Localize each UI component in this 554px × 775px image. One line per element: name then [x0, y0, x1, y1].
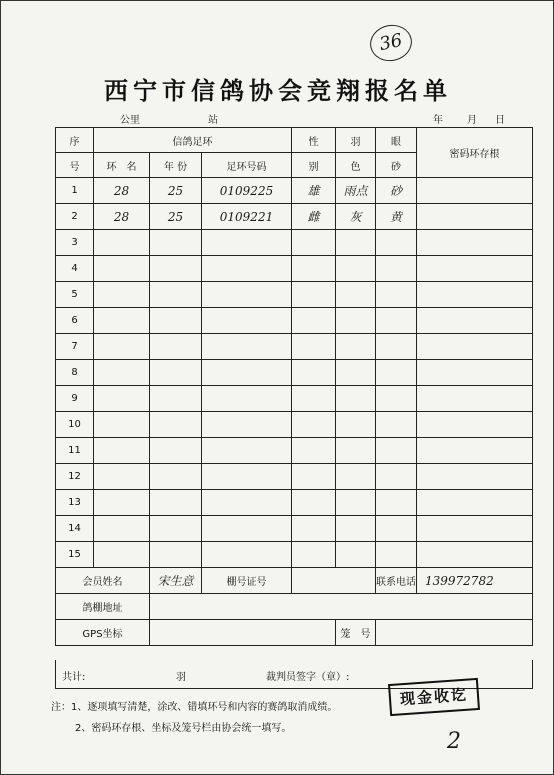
ring-number-cell[interactable] — [202, 360, 292, 386]
cash-received-stamp: 现金收讫 — [388, 678, 480, 716]
header-ring-group: 信鸽足环 — [94, 128, 292, 153]
year-cell[interactable] — [150, 360, 202, 386]
password-ring-stub-cell[interactable] — [417, 204, 533, 230]
member-row — [56, 568, 533, 594]
ring-name-cell[interactable] — [94, 360, 150, 386]
year-cell[interactable] — [150, 256, 202, 282]
ring-name-cell[interactable] — [94, 308, 150, 334]
row-number: 1 — [56, 178, 94, 204]
header-eye-top: 眼 — [376, 128, 417, 153]
header-ring-name: 环 名 — [94, 153, 150, 178]
cage-no-value[interactable] — [376, 620, 533, 646]
sex-cell[interactable] — [292, 516, 336, 542]
eye-sand-cell[interactable] — [376, 464, 417, 490]
row-number: 10 — [56, 412, 94, 438]
referee-signature-label: 裁判员签字（章）: — [266, 672, 350, 683]
ring-name-cell[interactable] — [94, 334, 150, 360]
table-row — [56, 438, 533, 464]
table-row — [56, 282, 533, 308]
ring-number-cell[interactable] — [202, 256, 292, 282]
feather-color-cell[interactable] — [336, 516, 376, 542]
sex-cell[interactable] — [292, 334, 336, 360]
row-number: 13 — [56, 490, 94, 516]
password-ring-stub-cell[interactable] — [417, 282, 533, 308]
header-sex-bottom: 别 — [292, 153, 336, 178]
sex-cell[interactable] — [292, 386, 336, 412]
feather-color-cell[interactable]: 灰 — [336, 204, 376, 230]
day-label: 日 — [495, 115, 505, 126]
ring-name-cell[interactable] — [94, 256, 150, 282]
loft-cert-value[interactable] — [292, 568, 376, 594]
feather-color-cell[interactable] — [336, 490, 376, 516]
year-cell[interactable] — [150, 334, 202, 360]
gps-value[interactable] — [150, 620, 336, 646]
year-cell[interactable] — [150, 464, 202, 490]
table-row — [56, 412, 533, 438]
password-ring-stub-cell[interactable] — [417, 412, 533, 438]
header-sex-top: 性 — [292, 128, 336, 153]
ring-name-cell[interactable]: 28 — [94, 204, 150, 230]
sex-cell[interactable] — [292, 438, 336, 464]
ring-number-cell[interactable] — [202, 230, 292, 256]
ring-number-cell[interactable]: 0109221 — [202, 204, 292, 230]
eye-sand-cell[interactable] — [376, 230, 417, 256]
table-row — [56, 178, 533, 204]
eye-sand-cell[interactable] — [376, 282, 417, 308]
sex-cell[interactable] — [292, 412, 336, 438]
year-cell[interactable]: 25 — [150, 204, 202, 230]
password-ring-stub-cell[interactable] — [417, 438, 533, 464]
ring-name-cell[interactable] — [94, 490, 150, 516]
row-number: 2 — [56, 204, 94, 230]
ring-name-cell[interactable] — [94, 464, 150, 490]
sex-cell[interactable] — [292, 490, 336, 516]
feather-color-cell[interactable] — [336, 256, 376, 282]
table-row — [56, 230, 533, 256]
header-seq-bottom: 号 — [56, 153, 94, 178]
table-row — [56, 386, 533, 412]
row-number: 7 — [56, 334, 94, 360]
row-number: 9 — [56, 386, 94, 412]
row-number: 15 — [56, 542, 94, 568]
row-number: 12 — [56, 464, 94, 490]
sex-cell[interactable] — [292, 360, 336, 386]
year-cell[interactable] — [150, 438, 202, 464]
sex-cell[interactable]: 雄 — [292, 178, 336, 204]
eye-sand-cell[interactable] — [376, 386, 417, 412]
sex-cell[interactable] — [292, 464, 336, 490]
password-ring-stub-cell[interactable] — [417, 178, 533, 204]
password-ring-stub-cell[interactable] — [417, 256, 533, 282]
registration-table — [55, 127, 533, 646]
total-feather-unit: 羽 — [176, 672, 186, 683]
ring-name-cell[interactable]: 28 — [94, 178, 150, 204]
ring-name-cell[interactable] — [94, 282, 150, 308]
ring-number-cell[interactable] — [202, 386, 292, 412]
ring-number-cell[interactable] — [202, 438, 292, 464]
distance-label: 公里 — [120, 115, 140, 126]
eye-sand-cell[interactable] — [376, 412, 417, 438]
cage-no-label: 笼 号 — [336, 620, 376, 646]
ring-name-cell[interactable] — [94, 230, 150, 256]
total-label: 共计: — [62, 672, 86, 683]
header-stub: 密码环存根 — [417, 128, 533, 178]
ring-number-cell[interactable] — [202, 308, 292, 334]
handwritten-page-number: 2 — [447, 729, 461, 754]
password-ring-stub-cell[interactable] — [417, 490, 533, 516]
header-eye-bottom: 砂 — [376, 153, 417, 178]
year-cell[interactable] — [150, 542, 202, 568]
gps-label: GPS坐标 — [56, 620, 150, 646]
loft-address-row — [56, 594, 533, 620]
sex-cell[interactable] — [292, 308, 336, 334]
feather-color-cell[interactable] — [336, 542, 376, 568]
row-number: 6 — [56, 308, 94, 334]
loft-cert-label: 棚号证号 — [202, 568, 292, 594]
table-row — [56, 490, 533, 516]
feather-color-cell[interactable]: 雨点 — [336, 178, 376, 204]
password-ring-stub-cell[interactable] — [417, 516, 533, 542]
password-ring-stub-cell[interactable] — [417, 386, 533, 412]
table-row — [56, 516, 533, 542]
year-cell[interactable] — [150, 230, 202, 256]
eye-sand-cell[interactable] — [376, 490, 417, 516]
year-cell[interactable]: 25 — [150, 178, 202, 204]
table-row — [56, 464, 533, 490]
ring-name-cell[interactable] — [94, 386, 150, 412]
ring-name-cell[interactable] — [94, 516, 150, 542]
header-feather-top: 羽 — [336, 128, 376, 153]
form-title: 西宁市信鸽协会竞翔报名单 — [104, 76, 452, 105]
header-seq-top: 序 — [56, 128, 94, 153]
month-label: 月 — [467, 115, 477, 126]
row-number: 11 — [56, 438, 94, 464]
ring-number-cell[interactable]: 0109225 — [202, 178, 292, 204]
ring-number-cell[interactable] — [202, 282, 292, 308]
password-ring-stub-cell[interactable] — [417, 334, 533, 360]
password-ring-stub-cell[interactable] — [417, 464, 533, 490]
loft-address-value[interactable] — [150, 594, 533, 620]
row-number: 5 — [56, 282, 94, 308]
year-cell[interactable] — [150, 412, 202, 438]
ring-name-cell[interactable] — [94, 542, 150, 568]
member-name-label: 会员姓名 — [56, 568, 150, 594]
eye-sand-cell[interactable]: 砂 — [376, 178, 417, 204]
sex-cell[interactable] — [292, 282, 336, 308]
eye-sand-cell[interactable] — [376, 542, 417, 568]
feather-color-cell[interactable] — [336, 230, 376, 256]
ring-number-cell[interactable] — [202, 516, 292, 542]
feather-color-cell[interactable] — [336, 438, 376, 464]
password-ring-stub-cell[interactable] — [417, 308, 533, 334]
ring-number-cell[interactable] — [202, 412, 292, 438]
circled-sheet-number: 36 — [367, 21, 416, 65]
feather-color-cell[interactable] — [336, 386, 376, 412]
note-line-1: 注：1、逐项填写清楚，涂改、错填环号和内容的赛鸽取消成绩。 — [51, 702, 338, 713]
gps-row — [56, 620, 533, 646]
year-cell[interactable] — [150, 386, 202, 412]
eye-sand-cell[interactable] — [376, 256, 417, 282]
table-row — [56, 334, 533, 360]
ring-number-cell[interactable] — [202, 334, 292, 360]
station-label: 站 — [208, 115, 218, 126]
eye-sand-cell[interactable] — [376, 516, 417, 542]
feather-color-cell[interactable] — [336, 282, 376, 308]
sex-cell[interactable] — [292, 256, 336, 282]
loft-address-label: 鸽棚地址 — [56, 594, 150, 620]
feather-color-cell[interactable] — [336, 334, 376, 360]
row-number: 4 — [56, 256, 94, 282]
table-row — [56, 542, 533, 568]
password-ring-stub-cell[interactable] — [417, 360, 533, 386]
member-name-value[interactable]: 宋生意 — [150, 568, 202, 594]
sex-cell[interactable] — [292, 230, 336, 256]
note-line-2: 2、密码环存根、坐标及笼号栏由协会统一填写。 — [75, 723, 292, 734]
sex-cell[interactable]: 雌 — [292, 204, 336, 230]
table-row — [56, 256, 533, 282]
table-row — [56, 204, 533, 230]
row-number: 3 — [56, 230, 94, 256]
feather-color-cell[interactable] — [336, 360, 376, 386]
ring-number-cell[interactable] — [202, 490, 292, 516]
ring-number-cell[interactable] — [202, 464, 292, 490]
table-row — [56, 308, 533, 334]
phone-value[interactable]: 139972782 — [417, 568, 533, 594]
year-label: 年 — [433, 115, 443, 126]
table-row — [56, 360, 533, 386]
ring-name-cell[interactable] — [94, 412, 150, 438]
header-ring-no: 足环号码 — [202, 153, 292, 178]
feather-color-cell[interactable] — [336, 464, 376, 490]
header-year: 年 份 — [150, 153, 202, 178]
header-feather-bottom: 色 — [336, 153, 376, 178]
sex-cell[interactable] — [292, 542, 336, 568]
ring-name-cell[interactable] — [94, 438, 150, 464]
row-number: 14 — [56, 516, 94, 542]
year-cell[interactable] — [150, 282, 202, 308]
password-ring-stub-cell[interactable] — [417, 230, 533, 256]
eye-sand-cell[interactable] — [376, 334, 417, 360]
year-cell[interactable] — [150, 308, 202, 334]
feather-color-cell[interactable] — [336, 412, 376, 438]
header-row-top — [56, 128, 533, 153]
password-ring-stub-cell[interactable] — [417, 542, 533, 568]
eye-sand-cell[interactable] — [376, 438, 417, 464]
year-cell[interactable] — [150, 490, 202, 516]
eye-sand-cell[interactable] — [376, 308, 417, 334]
phone-label: 联系电话 — [376, 568, 417, 594]
year-cell[interactable] — [150, 516, 202, 542]
feather-color-cell[interactable] — [336, 308, 376, 334]
eye-sand-cell[interactable]: 黄 — [376, 204, 417, 230]
row-number: 8 — [56, 360, 94, 386]
ring-number-cell[interactable] — [202, 542, 292, 568]
eye-sand-cell[interactable] — [376, 360, 417, 386]
